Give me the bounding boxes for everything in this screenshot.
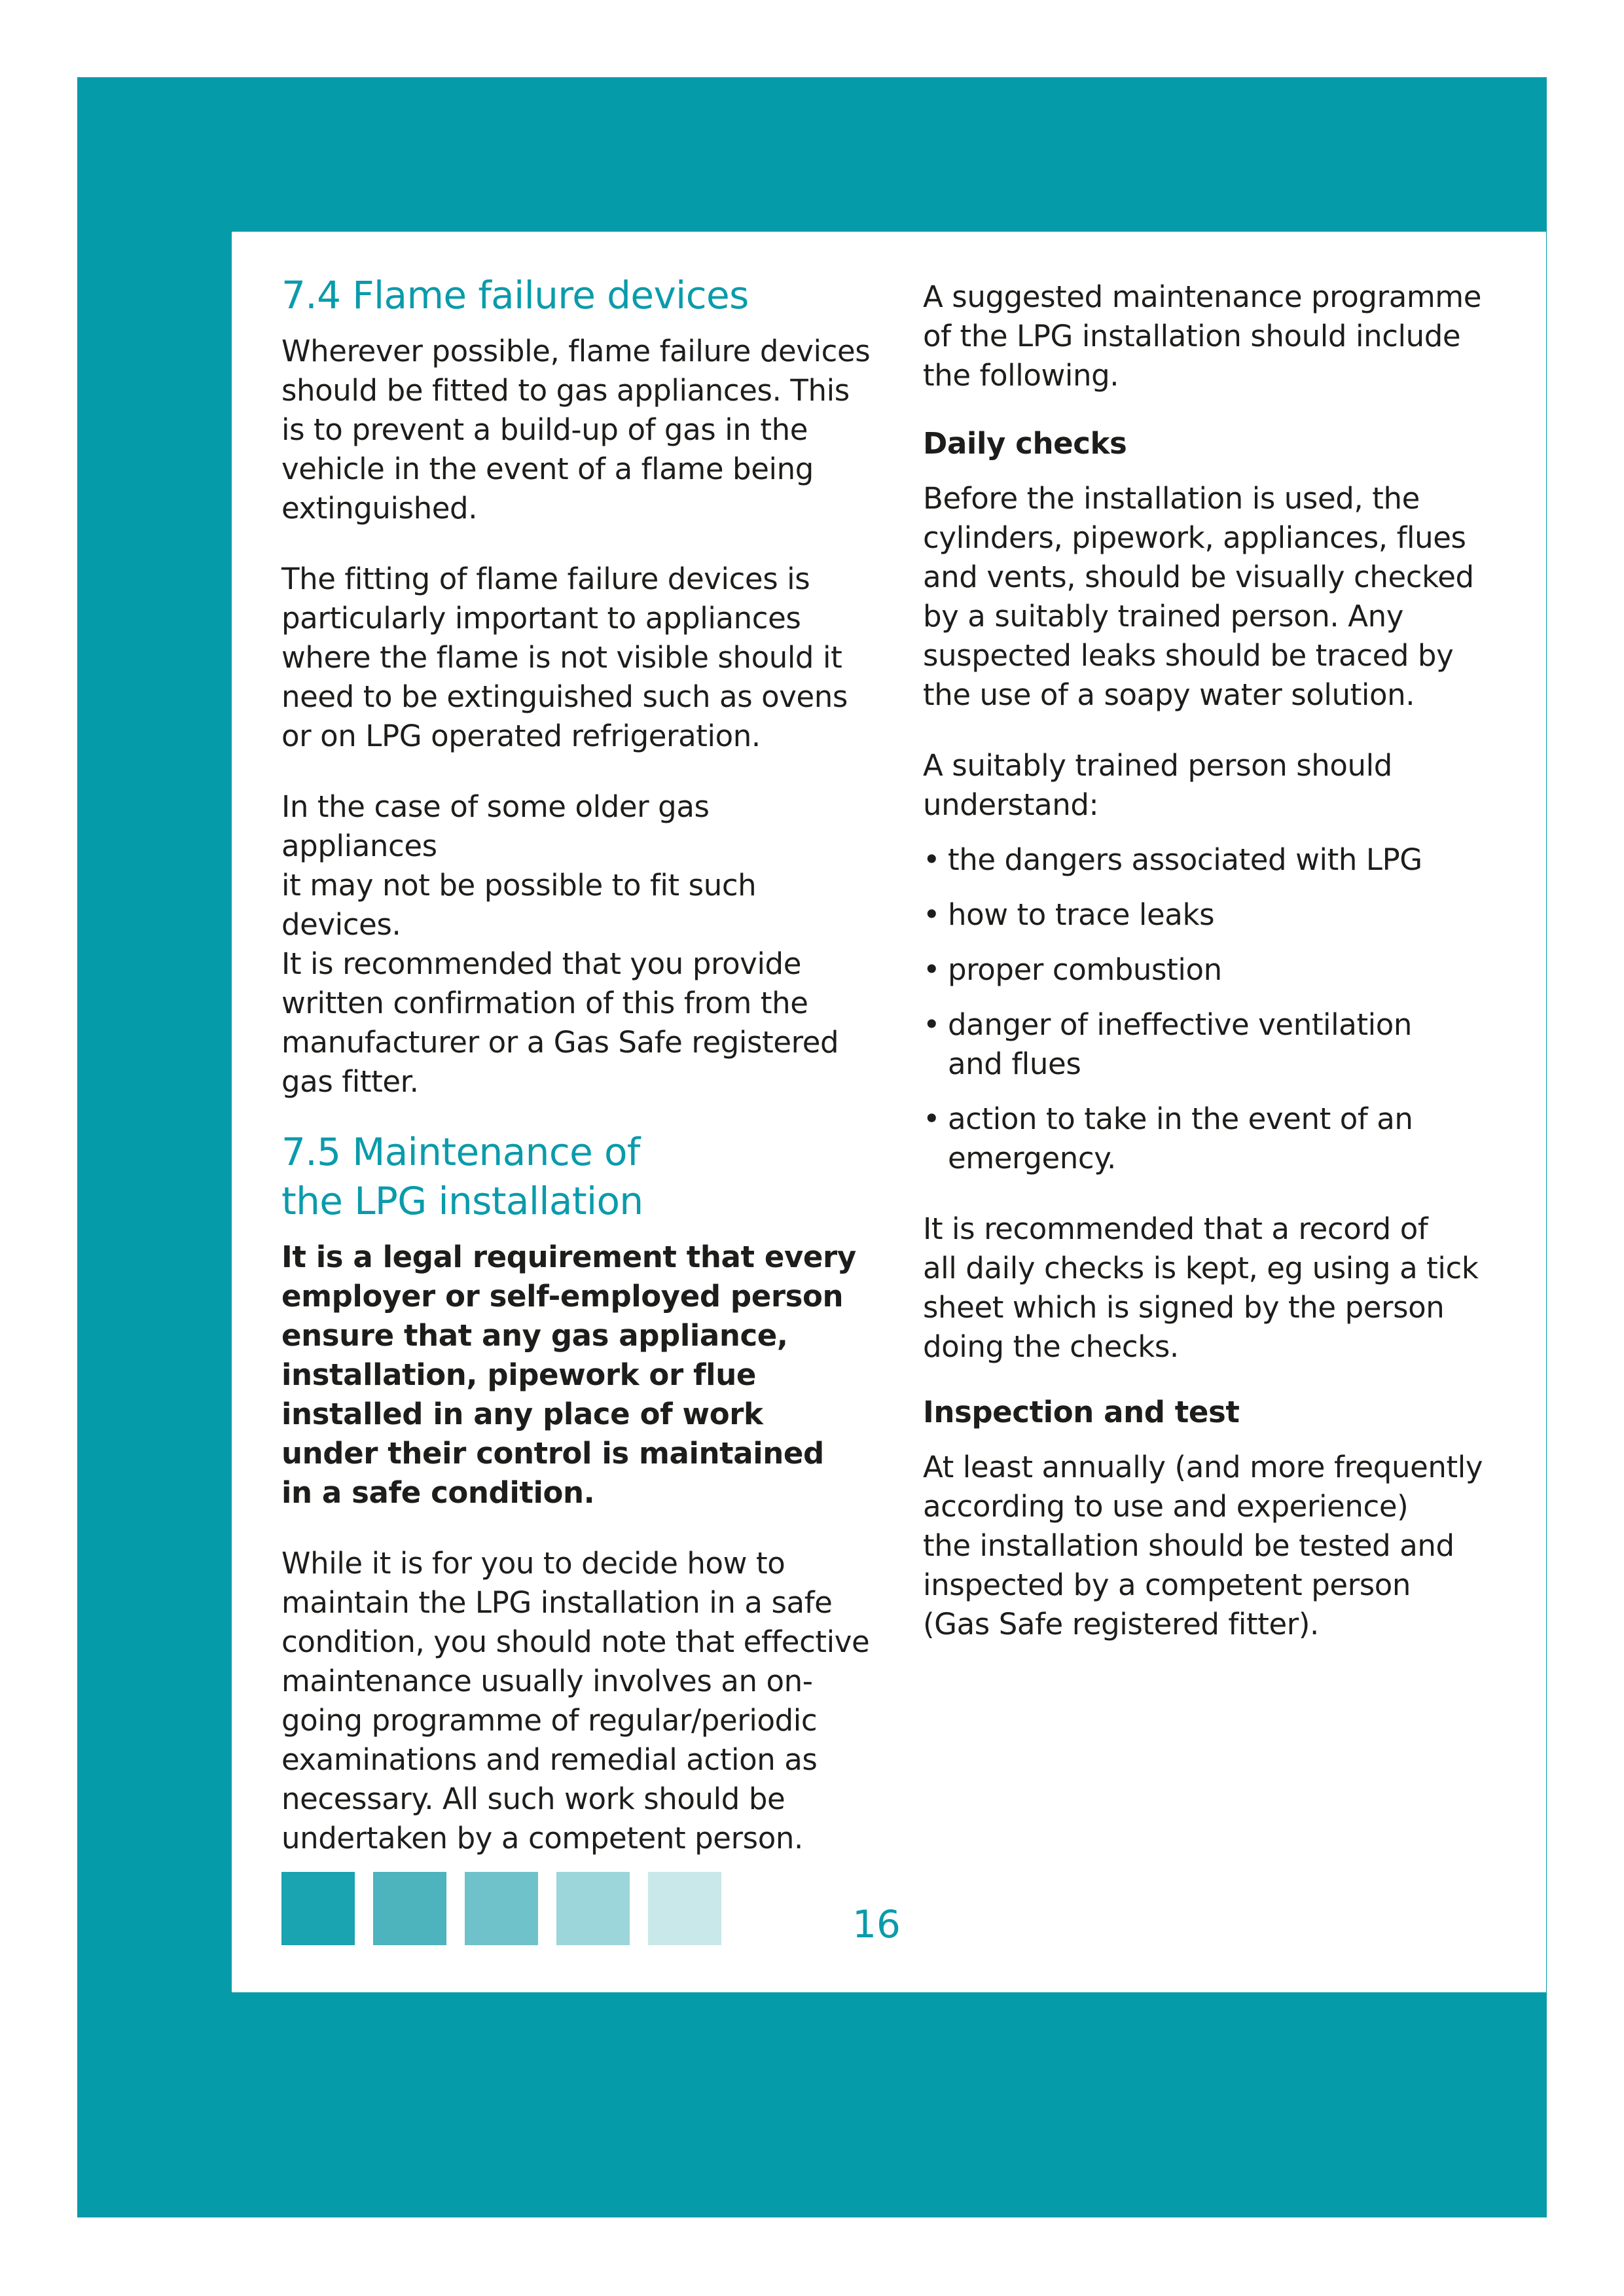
text-line: The fitting of flame failure devices is bbox=[281, 562, 810, 596]
text-line: In the case of some older gas appliances bbox=[281, 789, 710, 863]
text-line: under their control is maintained bbox=[281, 1436, 824, 1471]
list-item bbox=[923, 1100, 1512, 1178]
text-line: • proper combustion bbox=[948, 952, 1222, 987]
content-panel bbox=[232, 232, 1546, 1992]
text-line: emergency. bbox=[948, 1141, 1116, 1175]
flame-failure-paragraph-2 bbox=[281, 560, 871, 756]
text-line: vehicle in the event of a flame being bbox=[281, 452, 814, 486]
text-line: employer or self-employed person bbox=[281, 1279, 844, 1314]
text-line: sheet which is signed by the person bbox=[923, 1290, 1445, 1325]
text-line: it may not be possible to fit such devices. bbox=[281, 868, 757, 942]
programme-intro-paragraph bbox=[923, 278, 1512, 395]
list-item bbox=[923, 840, 1512, 880]
text-line: particularly important to appliances bbox=[281, 601, 801, 636]
text-line: should be fitted to gas appliances. This bbox=[281, 373, 850, 408]
decorative-tile bbox=[465, 1872, 538, 1945]
flame-failure-paragraph-3 bbox=[281, 787, 871, 1102]
text-line: the use of a soapy water solution. bbox=[923, 677, 1415, 712]
text-line: in a safe condition. bbox=[281, 1475, 595, 1510]
page-number: 16 bbox=[852, 1902, 901, 1946]
text-line: • how to trace leaks bbox=[948, 897, 1215, 932]
list-item bbox=[923, 950, 1512, 990]
list-item bbox=[923, 895, 1512, 935]
text-line: (Gas Safe registered fitter). bbox=[923, 1607, 1319, 1641]
text-line: all daily checks is kept, eg using a tick bbox=[923, 1251, 1479, 1285]
right-column bbox=[923, 278, 1512, 1676]
daily-checks-paragraph bbox=[923, 479, 1512, 715]
text-line: manufacturer or a Gas Safe registered bbox=[281, 1025, 839, 1060]
text-line: At least annually (and more frequently bbox=[923, 1450, 1483, 1484]
text-line: the installation should be tested and bbox=[923, 1528, 1454, 1563]
inspection-heading: Inspection and test bbox=[923, 1395, 1240, 1429]
section-7-5-heading bbox=[281, 1128, 871, 1226]
text-line: written confirmation of this from the bbox=[281, 986, 808, 1020]
text-line: understand: bbox=[923, 787, 1099, 822]
text-line: examinations and remedial action as bbox=[281, 1742, 818, 1777]
maintenance-paragraph bbox=[281, 1544, 871, 1858]
decorative-tile bbox=[648, 1872, 721, 1945]
text-line: suspected leaks should be traced by bbox=[923, 638, 1454, 673]
text-line: inspected by a competent person bbox=[923, 1568, 1411, 1602]
text-line: • the dangers associated with LPG bbox=[948, 842, 1422, 877]
text-line: installation, pipework or flue bbox=[281, 1357, 756, 1392]
text-line: It is recommended that a record of bbox=[923, 1211, 1428, 1246]
page-frame bbox=[77, 77, 1547, 2217]
text-line: and vents, should be visually checked bbox=[923, 560, 1474, 594]
legal-requirement-paragraph bbox=[281, 1238, 871, 1513]
text-line: undertaken by a competent person. bbox=[281, 1821, 803, 1856]
section-7-4-heading bbox=[281, 271, 871, 320]
text-line: and flues bbox=[948, 1047, 1081, 1081]
text-line: according to use and experience) bbox=[923, 1489, 1409, 1524]
text-line: cylinders, pipework, appliances, flues bbox=[923, 520, 1466, 555]
text-line: While it is for you to decide how to bbox=[281, 1546, 785, 1581]
text-line: A suitably trained person should bbox=[923, 748, 1392, 783]
trained-person-intro bbox=[923, 746, 1512, 825]
text-line: is to prevent a build-up of gas in the bbox=[281, 412, 808, 447]
record-paragraph bbox=[923, 1210, 1512, 1367]
text-line: or on LPG operated refrigeration. bbox=[281, 719, 761, 753]
text-line: condition, you should note that effective bbox=[281, 1624, 870, 1659]
understanding-list bbox=[923, 840, 1512, 1178]
inspection-paragraph bbox=[923, 1448, 1512, 1644]
heading-line: 7.5 Maintenance of bbox=[281, 1130, 640, 1174]
text-line: Before the installation is used, the bbox=[923, 481, 1420, 516]
text-line: need to be extinguished such as ovens bbox=[281, 679, 848, 714]
text-line: maintain the LPG installation in a safe bbox=[281, 1585, 833, 1620]
text-line: doing the checks. bbox=[923, 1329, 1179, 1364]
list-item bbox=[923, 1005, 1512, 1084]
flame-failure-paragraph-1 bbox=[281, 332, 871, 528]
text-line: A suggested maintenance programme bbox=[923, 279, 1482, 314]
left-column bbox=[281, 271, 871, 1890]
text-line: going programme of regular/periodic bbox=[281, 1703, 818, 1738]
text-line: the following. bbox=[923, 358, 1119, 393]
text-line: • action to take in the event of an bbox=[948, 1102, 1413, 1136]
text-line: ensure that any gas appliance, bbox=[281, 1318, 788, 1353]
text-line: Wherever possible, flame failure devices bbox=[281, 334, 871, 368]
text-line: of the LPG installation should include bbox=[923, 319, 1461, 353]
text-line: gas fitter. bbox=[281, 1064, 419, 1099]
text-line: where the flame is not visible should it bbox=[281, 640, 842, 675]
text-line: maintenance usually involves an on- bbox=[281, 1664, 813, 1698]
text-line: It is a legal requirement that every bbox=[281, 1240, 856, 1274]
text-line: necessary. All such work should be bbox=[281, 1782, 785, 1816]
text-line: by a suitably trained person. Any bbox=[923, 599, 1403, 634]
text-line: It is recommended that you provide bbox=[281, 946, 802, 981]
heading-line: the LPG installation bbox=[281, 1179, 643, 1223]
text-line: extinguished. bbox=[281, 491, 478, 526]
decorative-tile bbox=[281, 1872, 355, 1945]
text-line: • danger of ineffective ventilation bbox=[948, 1007, 1413, 1042]
heading-line: 7.4 Flame failure devices bbox=[281, 273, 749, 317]
daily-checks-heading: Daily checks bbox=[923, 426, 1127, 461]
decorative-tile bbox=[373, 1872, 446, 1945]
text-line: installed in any place of work bbox=[281, 1397, 763, 1431]
decorative-tile bbox=[556, 1872, 630, 1945]
decorative-tile-row bbox=[281, 1872, 721, 1945]
